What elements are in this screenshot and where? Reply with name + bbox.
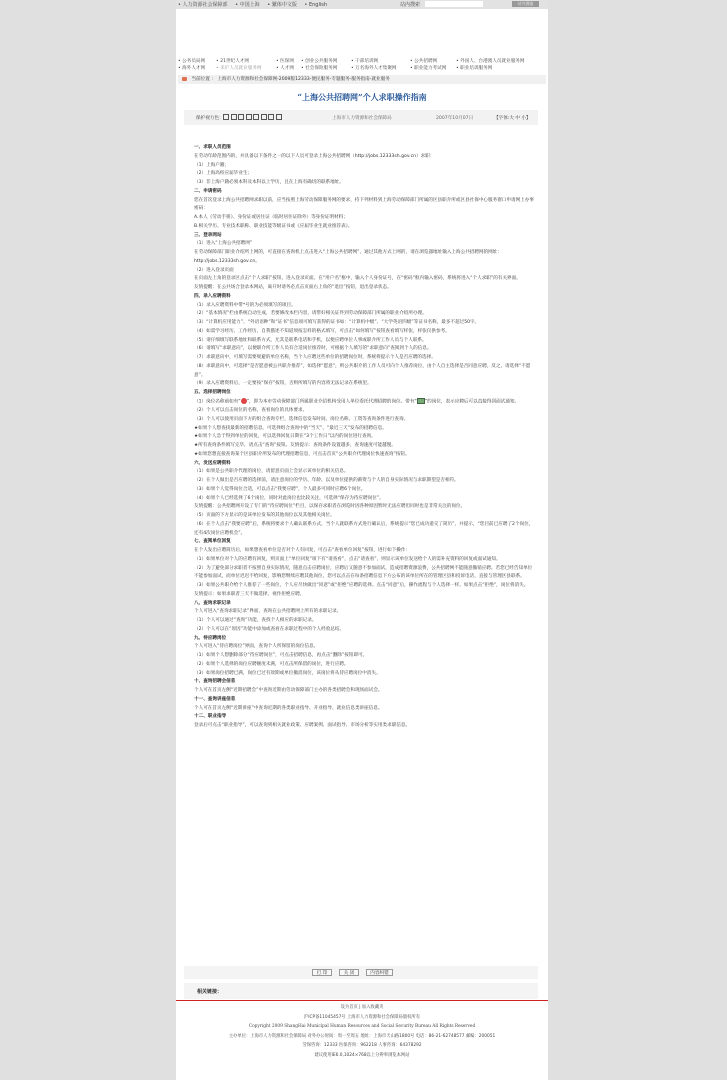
paragraph: （3）非上海户籍必须本科及本科以上学历，且在上海有确切的联系地址。 <box>194 180 344 185</box>
publisher: 上海市人力资源和社会保障局 <box>332 116 392 121</box>
nav-link[interactable]: • 职业培训服务网 <box>456 66 493 71</box>
nav-link[interactable]: • 21世纪人才网 <box>216 59 249 64</box>
paragraph: （5）请仔细填写联系地址和联系方式，尤其是联系电话和手机，以便应聘单位人事或职介所工作人员与个人联系。 <box>194 337 427 343</box>
top-links <box>178 1 333 8</box>
paragraph: （3）如果个人觉得岗位合适，可以点击“我要应聘”，个人最多可同时应聘6个岗位。 <box>194 486 366 492</box>
paragraph: （9）录入应聘资料后，一定要按“保存”按钮，否则所填写的内容将无法记录在系统里。 <box>194 381 372 387</box>
footer <box>176 1003 548 1060</box>
swatch[interactable] <box>253 114 259 120</box>
paragraph: （2）“基本情况”栏由系统自动生成，若要修改本栏内容，请带好相关证件到劳动保障部门所属的职业介绍所办理。 <box>194 311 427 317</box>
swatch[interactable] <box>238 114 244 120</box>
paragraph: （2）在个人做出是否应聘的选择前，请注意岗位的学历、年龄、以及单位提供的薪资与个人的自身实际情况与求职期望是否相符。 <box>194 478 459 483</box>
paragraph: 友情提示：如果求职者三天不做选择，视作拒绝应聘。 <box>194 591 305 597</box>
section-heading: 八、查询求职记录 <box>194 600 231 606</box>
paragraph: （1）进入“上海公共招聘网” <box>194 241 253 247</box>
section-heading: 五、选择招聘岗位 <box>194 390 231 395</box>
link-traditional-chinese[interactable]: • 繁体中文版 <box>267 2 297 8</box>
nav-link[interactable]: • 公务员局网 <box>178 59 206 64</box>
page-container <box>176 0 548 1080</box>
paragraph: （4）如需学习经历、工作经历、自我描述不知道须按怎样的格式填写，可点击“如何填写”按钮查看填写样张，样张仅供参考。 <box>194 328 450 334</box>
paragraph: （2）个人可以点击岗位的名称，查看岗位的具体要求。 <box>194 408 308 413</box>
paragraph: （1）如果单位对个人的应聘有回复，则页面上“单位回复”项下有“请查看”，点击“请查看”，则显示该单位发送给个人的需补充资料的回复或面试通知。 <box>194 556 501 562</box>
nav-link[interactable]: • 万名海外人才集聚网 <box>351 66 397 71</box>
nav-link[interactable]: • 医保网 <box>276 59 294 64</box>
section-heading: 十一、查询讲座信息 <box>194 696 236 702</box>
paragraph: 在个人发出应聘简历后，如果想查看单位是否对个人有回复，可点击“查看单位回复”按钮，进行如下操作： <box>194 548 411 553</box>
paragraph: 友情提醒：在公共场合登录本网站，离开时请务必点击页面右上角的“退出”按钮，退出登录状态。 <box>194 285 392 290</box>
print-button[interactable]: 打 印 <box>312 969 332 976</box>
swatch[interactable] <box>261 114 267 120</box>
nav-row-1 <box>178 58 546 65</box>
nav-link[interactable]: • 创业公共服务网 <box>301 59 338 64</box>
paragraph: （2）如果个人选择的岗位应聘额度未满，可点击所保留的岗位，进行应聘。 <box>194 661 349 667</box>
article-meta <box>184 110 538 125</box>
paragraph: 个人可进入“查询求职记录”界面，查询在公共招聘网上所有的求职记录。 <box>194 609 342 615</box>
link-shanghai[interactable]: • 中国上海 <box>235 2 260 8</box>
article-body <box>194 144 534 731</box>
breadcrumb <box>178 75 546 84</box>
search-button[interactable]: 站内搜索 <box>512 1 539 7</box>
paragraph: B.相关学历、专业技术职称、职业技能等级证书或《应届毕业生就业推荐表》。 <box>194 223 353 229</box>
section-heading: 十、查询招聘会信息 <box>194 679 236 685</box>
nav-link[interactable]: • 干部培训网 <box>351 59 379 64</box>
section-heading: 一、求职人员范围 <box>194 145 231 150</box>
nav-link[interactable]: • 海外人才网 <box>178 66 206 71</box>
paragraph: 您在首次登录上海公共招聘网求职以前，应当按照上海劳动保障服务网的要求，持下列材料到上海劳动保障部门所属的区县职介所或区县社保中心服务窗口申请网上办事密码： <box>194 197 534 212</box>
footer-hotlines: 劳保咨询：12333 医保咨询：962218 人事咨询：64378292 <box>302 1043 422 1048</box>
nav-link[interactable]: • 外国人、台港澳人员就业服务网 <box>456 59 525 64</box>
red-badge-icon <box>241 398 247 404</box>
breadcrumb-sep: ： <box>211 77 216 82</box>
paragraph: 登录后可点击“职业指导”，可以查询到相关就业政策、应聘案例、面试指导、市场分析等实用类求职信息。 <box>194 723 411 728</box>
nav-link[interactable]: • 人才网 <box>276 66 294 71</box>
paragraph: A.本人《劳动手册》、身份证或居住证（临时居住证除外）等身份证明材料； <box>194 215 348 220</box>
action-bar <box>184 966 538 979</box>
paragraph: 在页面左上角的登录区点击“个人求职”按钮，进入登录页面。在“用户名”框中，输入个人身份证号，在“密码”框内输入密码，系统将进入“个人求职”的有关界面。 <box>194 276 521 282</box>
paragraph: 在劳动保障部门职业介绍所上网的，可直接在查询机上点击进入“上海公共招聘网”，通过其他方式上网的，请在浏览器地址输入上海公共招聘网的网址：http://jobs.12333sh.gov.cn。 <box>194 250 502 264</box>
link-english[interactable]: • English <box>304 2 328 8</box>
swatch[interactable] <box>268 114 274 120</box>
footer-icp: 沪ICP备11045457号 上海市人力资源和社会保障局版权所有 <box>303 1014 421 1020</box>
nav-link[interactable]: • 公共招聘网 <box>410 59 438 64</box>
paragraph: （1）岗位名称前如有“ ”，即为本市劳动保障部门所属职业介绍机构受用人单位委托代理招聘的岗位。带有“ ”的岗位，表示应聘后可以直接得到面试通知。 <box>194 399 520 405</box>
section-heading: 六、发送应聘资料 <box>194 460 231 466</box>
mail-icon <box>417 398 425 404</box>
paragraph: （1）录入应聘资料中带*号的为必须填写的项目。 <box>194 302 296 308</box>
breadcrumb-label: 当前位置 <box>191 77 210 82</box>
home-icon <box>182 77 187 81</box>
paragraph: （6）在个人点击“我要应聘”后，系统将要求个人确认联系方式，当个人就联系方式进行确认后，系统提示“您已成功递交了简历”，并提示，“您目前已应聘了2个岗位，还有4次岗位应聘机会”。 <box>194 521 534 536</box>
paragraph: （7）求职意向中，可填写需要规避的单位名称，当个人应聘这些单位的招聘岗位时，系统将提示个人是否应聘的选择。 <box>194 355 436 360</box>
footer-browser-note: 建议使用IE6.0,1024×768以上分辨率浏览本网站 <box>314 1052 410 1058</box>
footer-divider <box>176 1000 548 1001</box>
paragraph: 个人可在首页左侧“近期讲座”中查询近期的各类职业指导、开业指导、就业信息类讲座信息。 <box>194 705 383 711</box>
section-heading: 三、登录网站 <box>194 232 222 238</box>
report-error-button[interactable]: 内容纠错 <box>366 969 393 976</box>
footer-copyright: Copyright 2009 ShangHai Municipal Human Resources and Social Security Bureau All Rights Reserved <box>248 1024 476 1029</box>
close-button[interactable]: 关 闭 <box>339 969 359 976</box>
paragraph: （3）如果公共职介给个人推荐了一些岗位，个人应尽快做出“同意”或“拒绝”应聘的选择。点击“同意”后，操作流程与个人选择一样。如果点击“拒绝”，岗位将消失。 <box>194 583 529 588</box>
paragraph: （2）个人可以在“原因”功能中添加或查看在求职过程中的个人经验总结。 <box>194 626 345 632</box>
breadcrumb-path[interactable]: 上海市人力资源和社会保障网-2009版12333-便民服务-专题服务-服务指南-就业服务 <box>217 77 390 82</box>
nav-link[interactable]: • 职业能力考试网 <box>410 66 447 71</box>
paragraph: （1）如果是公共职介代理的岗位，请留意页面上会显示该单位的相关信息。 <box>194 469 349 475</box>
section-heading: 九、待应聘岗位 <box>194 635 227 641</box>
paragraph: （1）个人可以通过“查询”功能，查找个人相应的求职记录。 <box>194 618 317 623</box>
paragraph: 友情提醒：公共招聘网开设了专门的“待应聘岗位”栏目，以保存求职者在浏览时因各种原因暂时无法应聘但同时也是非常关注的岗位。 <box>194 504 466 510</box>
related-links-label: 相关链接： <box>197 989 223 995</box>
paragraph: （3）个人可以使用页面下方的组合查询专栏，选择信息发布时间、岗位名称、工资等查询条件进行查询。 <box>194 416 409 422</box>
section-heading: 二、申请密码 <box>194 188 222 194</box>
paragraph: 个人可进入“待应聘岗位”界面，查询个人所保留的岗位信息。 <box>194 644 319 650</box>
paragraph: （5）页面的下方显示的是该单位发布的其他岗位以及其他相关岗位。 <box>194 513 335 518</box>
top-bar <box>176 0 548 9</box>
section-heading: 十二、职业指导 <box>194 714 227 720</box>
eye-protect-label: 保护视力色： <box>196 116 224 121</box>
page-title: “上海公共招聘网”个人求职操作指南 <box>297 92 427 102</box>
nav-row-2 <box>178 65 546 72</box>
swatch[interactable] <box>276 114 282 120</box>
nav-link[interactable]: • 社会保险服务网 <box>301 66 338 71</box>
paragraph: （2）上海高校应届毕业生； <box>194 171 253 177</box>
paragraph: （2）进入登录页面 <box>194 267 234 273</box>
swatch[interactable] <box>246 114 252 120</box>
paragraph: （6）请填写“求职意向”，以便职介所工作人员有合适岗位推荐时，可根据个人填写的“求职意向”查阅到个人的信息。 <box>194 346 432 352</box>
paragraph: （1）如果个人想删除部分“待应聘岗位”，可点击招聘信息，再点击“删除”按钮即可。 <box>194 653 368 658</box>
paragraph: 在劳动年龄范围内的，并具备以下条件之一的以下人员可登录上海公共招聘网（http://jobs.12333sh.gov.cn）求职： <box>194 153 435 159</box>
paragraph: （1）上海户籍； <box>194 162 230 168</box>
paragraph: ★如果个人急于得到单位的回复，可以选择回复日期在“3个工作日”以内的岗位进行查询。 <box>194 434 376 440</box>
search-label: 站内搜索 <box>400 2 421 8</box>
paragraph: （8）求职意向中，可选择“是否愿意被公共职介推荐”，如选择“愿意”，则公共职介的工作人员可向个人推荐岗位，由个人自主选择是否同意应聘。反之，请选择“不愿意”。 <box>194 363 531 378</box>
swatch[interactable] <box>231 114 237 120</box>
paragraph: （4）如果个人已经选择了6个岗位，同时对此岗位也比较关注，可选择“保存为待应聘岗位”。 <box>194 495 384 501</box>
paragraph: （3）“计算机应用能力”、“外语语种”和“证书”信息项可填写获得的证书如：“计算机中级”、“大学英语四级”等证书名称，最多不超过50字。 <box>194 320 480 325</box>
search-input[interactable] <box>425 1 483 7</box>
paragraph: ★如果个人想查找最新的招聘信息，可选择组合查询中的“当天”、“最近三天”发布的招聘信息。 <box>194 425 387 431</box>
section-heading: 七、查阅单位回复 <box>194 539 231 545</box>
paragraph: （3）如果岗位招聘已满，岗位已过有效期或单位撤消岗位，该岗位将从待应聘岗位中消失。 <box>194 670 381 676</box>
link-mohrss[interactable]: • 人力资源社会保障部 <box>178 2 228 8</box>
paragraph: ★如果您想直接查询某个区县职介所发布的代理招聘信息，可点击首页“公共职介代理岗位快速查询”按钮。 <box>194 451 410 457</box>
section-heading: 四、录入应聘资料 <box>194 293 231 299</box>
color-swatches <box>223 114 283 122</box>
paragraph: （2）为了避免部分求职者不按照自身实际情况，随意点击应聘岗位，应聘后又随意不参加面试，造成招聘资源浪费，公共招聘网不能随意撤销应聘。若您已经告知单位不能参加面试，而单位迟迟不给回复，影响您继续应聘其他岗位，您可以点击在每条招聘信息下方公布的该单位所在的管理区县和投诉电话，直接与管理区县联系。 <box>194 565 533 580</box>
paragraph: ★所有查询条件填写完毕，请点击“查询”按钮。友情提示：查询条件设置越多，查询速度可能越慢。 <box>194 443 396 448</box>
paragraph: 个人可在首页左侧“近期招聘会”中查询近期由劳动保障部门主办的各类招聘会和现场面试会。 <box>194 688 383 693</box>
swatch[interactable] <box>223 114 229 120</box>
publish-date: 2007年10月07日 <box>436 116 474 121</box>
nav-link[interactable]: • 来沪人员就业服务网 <box>216 66 262 71</box>
site-nav <box>178 58 546 72</box>
footer-links[interactable]: 设为首页 | 加入收藏夹 <box>340 1005 384 1010</box>
related-links <box>184 983 538 999</box>
footer-host: 主办单位：上海市人力资源和社会保障局 对外办公时间：周一至周五 地址：上海市天山路1800号 电话：86-21-62748577 邮编：200051 <box>228 1033 496 1039</box>
font-size-control[interactable]: 【字体:大 中 小】 <box>494 116 531 121</box>
